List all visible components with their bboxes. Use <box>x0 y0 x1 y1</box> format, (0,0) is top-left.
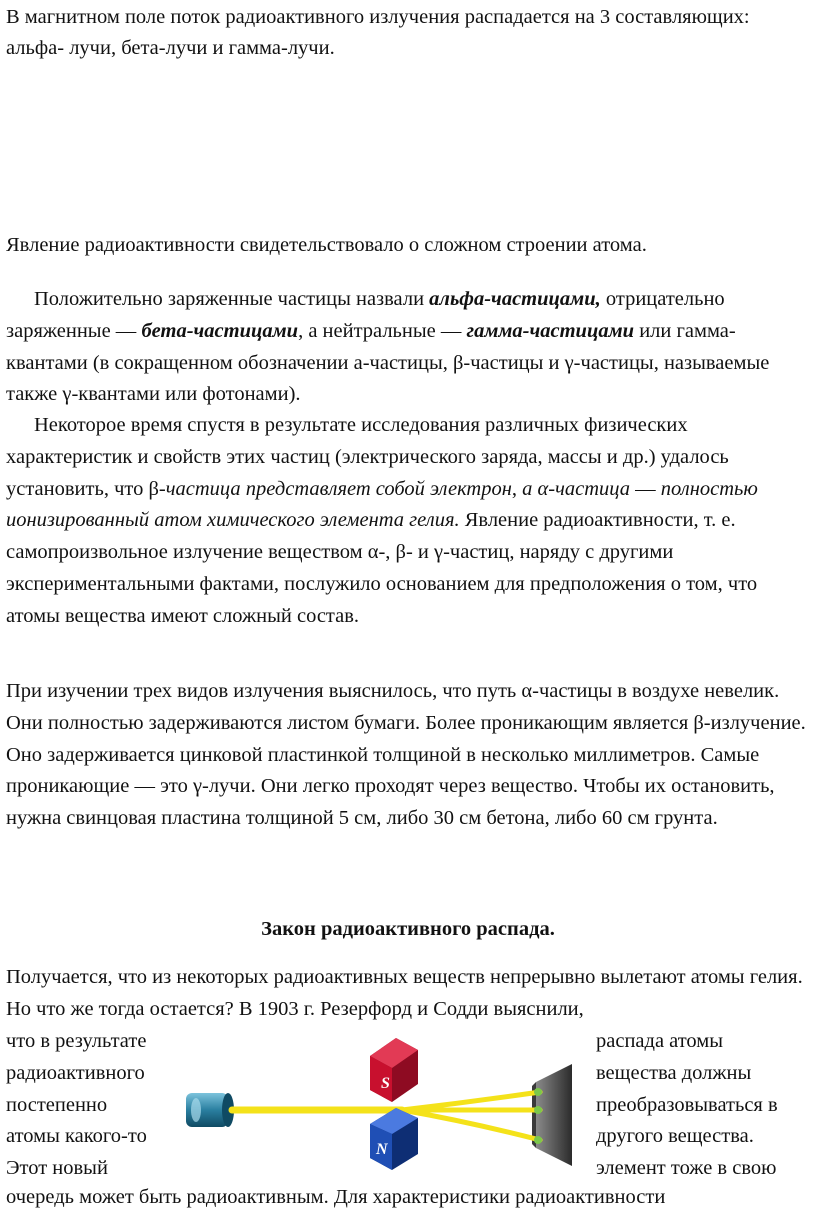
wrap-right-line: преобразовываться в <box>596 1093 778 1116</box>
gamma-term: гамма-частицами <box>466 319 635 342</box>
wrap-text-left <box>6 1026 176 1185</box>
wrap-left-line: радиоактивного <box>6 1061 145 1084</box>
wrap-right-line: элемент тоже в свою <box>596 1157 777 1180</box>
magnet-n-pole <box>370 1108 418 1170</box>
magnet-s-pole <box>370 1038 418 1102</box>
text-span: — <box>630 477 661 500</box>
text-span: , <box>511 477 523 500</box>
beta-electron-italic: частица представляет собой электрон <box>165 477 512 500</box>
radiation-source-icon <box>186 1093 234 1127</box>
wrap-right-line: распада атомы <box>596 1030 724 1052</box>
text-span: , а нейтральные — <box>298 319 467 342</box>
wrap-text-right <box>596 1026 814 1185</box>
helium-italic: полностью ионизированный атом химического элемента гелия. <box>6 477 758 532</box>
text-span: Положительно заряженные частицы назвали <box>34 288 430 310</box>
beta-term: бета-частицами <box>141 319 299 342</box>
alpha-italic: а α-частица <box>522 477 631 500</box>
statement-paragraph: Явление радиоактивности свидетельствовало о сложном строении атома. <box>6 234 647 256</box>
wrap-left-line: что в результате <box>6 1030 147 1052</box>
research-paragraph <box>6 410 810 632</box>
wrap-left-line: атомы какого-то <box>6 1125 147 1148</box>
text-span: Некоторое время спустя в результате исследования различных физических характеристик и свойств этих частиц (электрического заряда, массы и др.) удалось установить, что β- <box>6 414 729 500</box>
beta-hit-marker <box>534 1136 542 1144</box>
intro-paragraph: В магнитном поле поток радиоактивного излучения распадается на 3 составляющих: альфа- лучи, бета-лучи и гамма-лучи. <box>6 6 750 59</box>
alpha-term: альфа-частицами, <box>429 288 601 310</box>
wrap-left-line: постепенно <box>6 1093 108 1116</box>
text-span: Явление радиоактивности, т. е. самопроизвольное излучение веществом α-, β- и γ-частиц, наряду с другими экспериментальными фактами, послужило основанием для предположения о том, что атомы вещества имеют сложный состав. <box>6 509 758 627</box>
penetration-paragraph: При изучении трех видов излучения выяснилось, что путь α-частицы в воздухе невелик. Они полностью задерживаются листом бумаги. Более проникающим является β-излучение. Оно задерживается цинковой пластинкой толщиной в несколько миллиметров. Самые проникающие — это γ-лучи. Они легко проходят через вещество. Чтобы их остановить, нужна свинцовая пластина толщиной 5 см, либо 30 см бетона, либо 60 см грунта. <box>6 680 806 830</box>
particles-paragraph <box>6 284 810 411</box>
detector-screen-icon <box>532 1064 572 1166</box>
last-line-paragraph: очередь может быть радиоактивным. Для характеристики радиоактивности <box>6 1186 666 1208</box>
gamma-hit-marker <box>534 1106 542 1114</box>
magnet-s-label: S <box>381 1075 390 1092</box>
radiation-magnet-figure <box>180 1030 588 1170</box>
section-heading: Закон радиоактивного распада. <box>261 918 555 940</box>
wrap-right-line: вещества должны <box>596 1061 752 1084</box>
decay-law-paragraph: Получается, что из некоторых радиоактивных веществ непрерывно вылетают атомы гелия. Но что же тогда остается? В 1903 г. Резерфорд и Содди выяснили, <box>6 966 803 1020</box>
alpha-hit-marker <box>534 1088 542 1096</box>
magnet-n-label: N <box>376 1141 388 1158</box>
text-span: отрицательно заряженные — <box>6 288 725 342</box>
text-span: или гамма-квантами (в сокращенном обозначении а-частицы, β-частицы и γ-частицы, называемые также γ-квантами или фотонами). <box>6 319 770 406</box>
wrap-left-line: Этот новый <box>6 1157 108 1180</box>
wrap-right-line: другого вещества. <box>596 1125 754 1148</box>
